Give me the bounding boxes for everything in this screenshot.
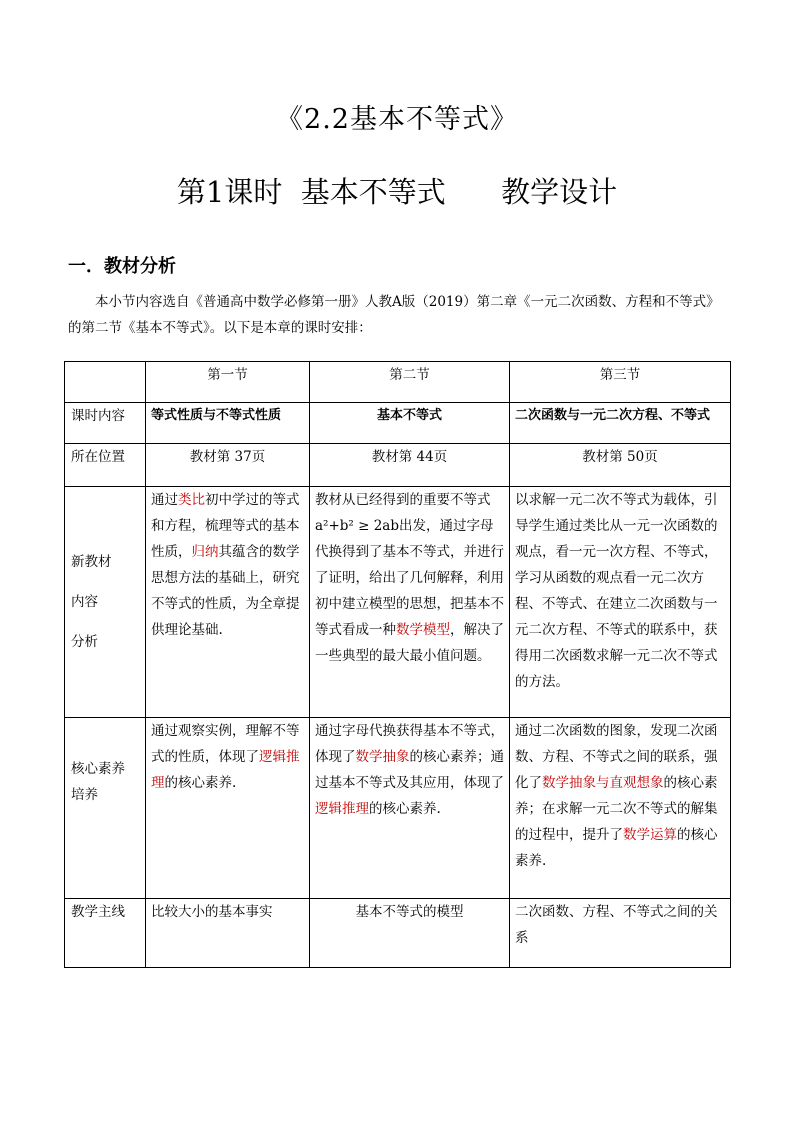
table-cell: 基本不等式的模型 — [310, 899, 510, 968]
table-cell — [146, 487, 310, 718]
cell-text: 的核心素养. — [164, 775, 237, 791]
header-cell: 第二节 — [310, 362, 510, 403]
table-row — [65, 718, 731, 899]
row-label — [65, 718, 146, 899]
cell-text: ，解决了一些典型的最大最小值问题。 — [315, 622, 504, 664]
table-cell: 二次函数、方程、不等式之间的关系 — [510, 899, 731, 968]
row-label-line: 内容 — [71, 594, 98, 610]
section-heading: 一．教材分析 — [68, 256, 176, 277]
cell-text: 的核心素养. — [369, 801, 441, 817]
table-header-row — [65, 362, 731, 403]
highlight-text: 逻辑推理 — [151, 749, 300, 791]
cell-text: 其蕴含的数学思想方法的基础上，研究不等式的性质，为全章提供理论基础. — [151, 544, 300, 638]
table-cell: 等式性质与不等式性质 — [146, 403, 310, 444]
row-label-line: 培养 — [71, 787, 98, 803]
table-cell: 比较大小的基本事实 — [146, 899, 310, 968]
highlight-text: 数学抽象 — [355, 749, 410, 765]
table-row — [65, 487, 731, 718]
cell-text: 的核心素养. — [515, 827, 718, 869]
header-cell: 第一节 — [146, 362, 310, 403]
highlight-text: 数学模型 — [396, 622, 450, 638]
table-row — [65, 403, 731, 444]
header-cell-empty — [65, 362, 146, 403]
table-cell — [310, 718, 510, 899]
table-cell: 教材第 50页 — [510, 444, 731, 487]
document-title: 《2.2基本不等式》 — [276, 104, 518, 135]
highlight-text: 数学抽象与直观想象 — [542, 775, 664, 791]
highlight-text: 数学运算 — [623, 827, 677, 843]
row-label-line: 分析 — [71, 634, 98, 650]
highlight-text: 逻辑推理 — [315, 801, 369, 817]
row-label: 课时内容 — [65, 403, 146, 444]
highlight-text: 归纳 — [191, 544, 219, 560]
row-label — [65, 487, 146, 718]
table-cell — [310, 487, 510, 718]
cell-text: 教材从已经得到的重要不等式 a²+b² ≥ 2ab出发，通过字母代换得到了基本不等式，并进行了证明，给出了几何解释，利用初中建立模型的思想，把基本不等式看成一种 — [315, 492, 504, 638]
cell-text: 的核心素养；在求解一元二次不等式的解集的过程中，提升了 — [515, 775, 718, 843]
table-cell: 以求解一元二次不等式为载体，引导学生通过类比从一元一次函数的观点，看一元一次方程、不等式，学习从函数的观点看一元二次方程、不等式、在建立二次函数与一元二次方程、不等式的联系中，获得用二次函数求解一元二次不等式的方法。 — [510, 487, 731, 718]
highlight-text: 类比 — [178, 492, 205, 508]
header-cell: 第三节 — [510, 362, 731, 403]
row-label: 教学主线 — [65, 899, 146, 968]
cell-text: 通过观察实例，理解不等式的性质，体现了 — [151, 723, 300, 765]
cell-text: 通过 — [151, 492, 178, 508]
cell-text: 通过字母代换获得基本不等式，体现了 — [315, 723, 504, 765]
cell-text: 的核心素养；通过基本不等式及其应用，体现了 — [315, 749, 504, 791]
table-row — [65, 899, 731, 968]
table-row — [65, 444, 731, 487]
row-label-line: 核心素养 — [71, 761, 125, 777]
table-cell: 二次函数与一元二次方程、不等式 — [510, 403, 731, 444]
table-cell: 教材第 44页 — [310, 444, 510, 487]
cell-text: 通过二次函数的图象，发现二次函数、方程、不等式之间的联系，强化了 — [515, 723, 718, 791]
table-cell: 基本不等式 — [310, 403, 510, 444]
table-cell — [510, 718, 731, 899]
row-label: 所在位置 — [65, 444, 146, 487]
row-label-line: 新教材 — [71, 554, 112, 570]
table-cell — [146, 718, 310, 899]
cell-text: 初中学过的等式和方程，梳理等式的基本性质， — [151, 492, 300, 560]
document-subtitle: 第1课时 基本不等式 教学设计 — [176, 175, 618, 209]
table-cell: 教材第 37页 — [146, 444, 310, 487]
intro-paragraph: 本小节内容选自《普通高中数学必修第一册》人教A版（2019）第二章《一元二次函数、方程和不等式》的第二节《基本不等式》。以下是本章的课时安排： — [68, 294, 720, 336]
lesson-arrangement-table — [64, 361, 731, 968]
